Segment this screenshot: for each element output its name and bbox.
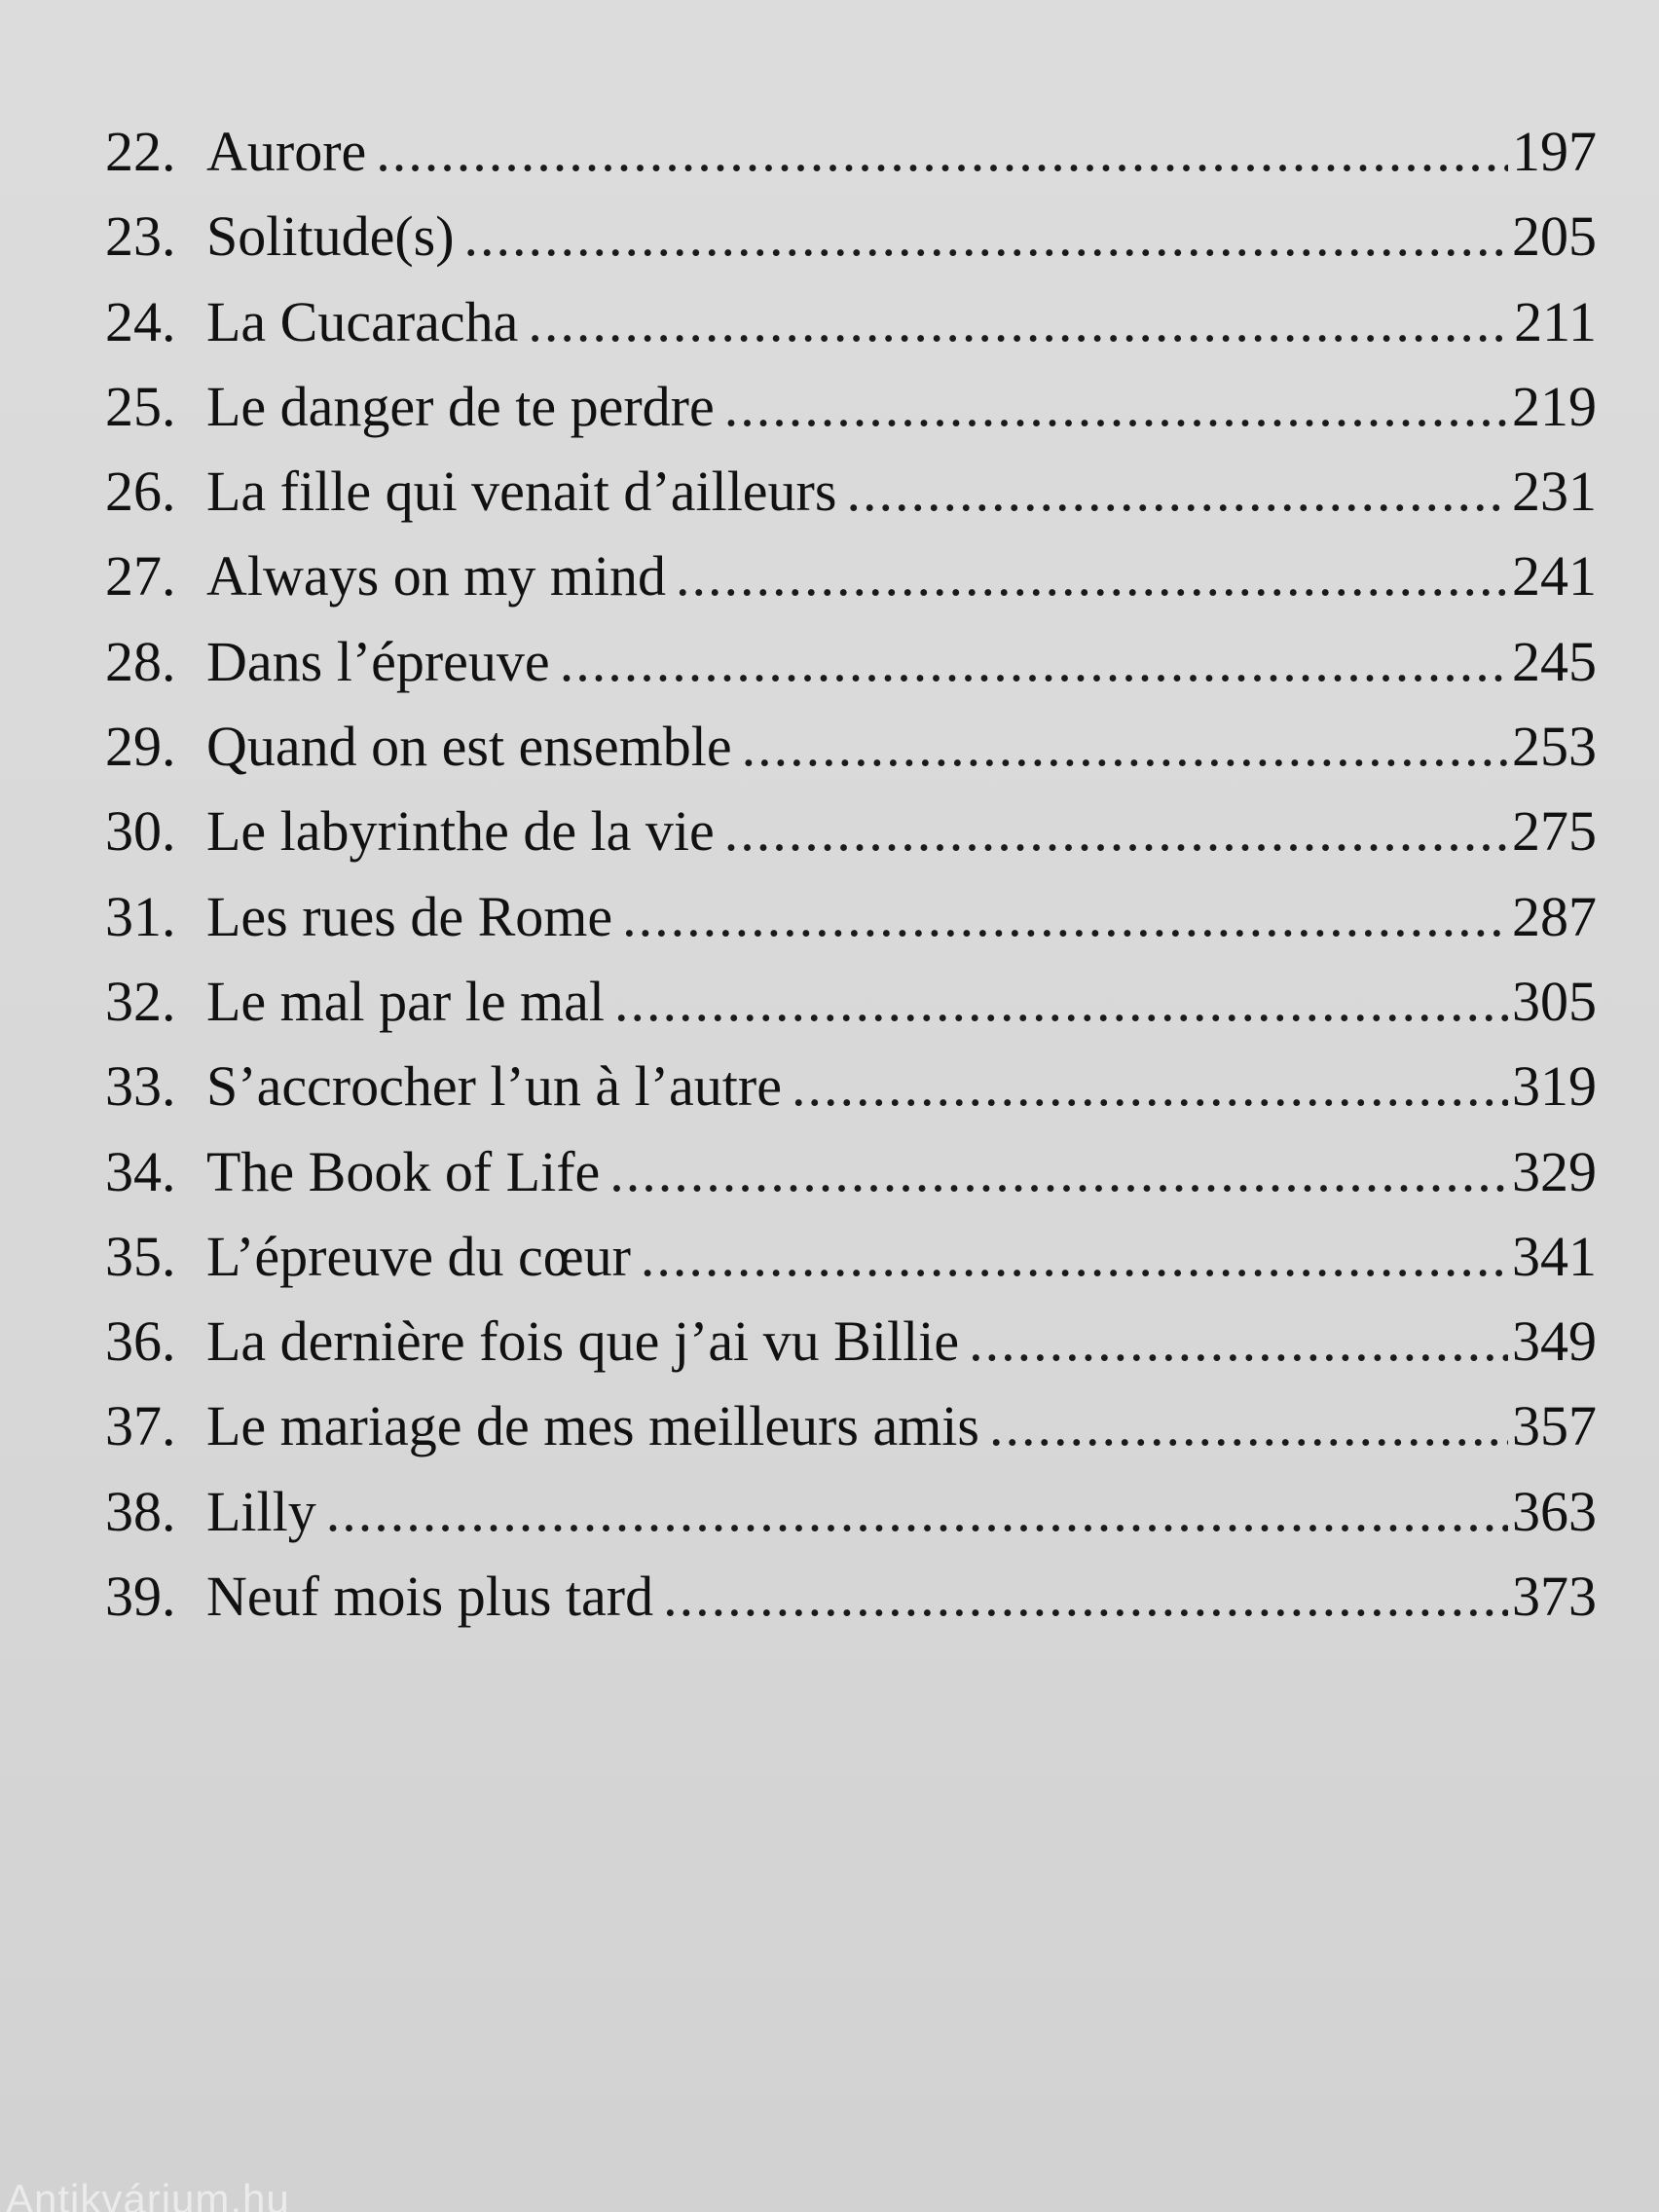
chapter-title: Le danger de te perdre: [206, 374, 715, 438]
chapter-number: 30.: [105, 799, 176, 864]
page-number: 349: [1512, 1309, 1597, 1374]
dot-leader: [614, 959, 1508, 1044]
toc-entry: [105, 194, 1597, 278]
dot-leader: [641, 1214, 1508, 1299]
page-number: 357: [1512, 1394, 1597, 1458]
chapter-number: 28.: [105, 629, 176, 693]
toc-entry: [105, 959, 1597, 1044]
dot-leader: [742, 704, 1508, 789]
dot-leader: [560, 619, 1508, 704]
toc-entry: [105, 1383, 1597, 1468]
toc-entry: [105, 534, 1597, 618]
page-number: 319: [1512, 1054, 1597, 1119]
page-number: 197: [1512, 120, 1597, 183]
chapter-title: Quand on est ensemble: [206, 715, 732, 779]
chapter-number: 23.: [105, 204, 176, 269]
toc-entry: [105, 1044, 1597, 1128]
toc-entry: [105, 1214, 1597, 1299]
chapter-number: 38.: [105, 1479, 176, 1543]
page-number: 241: [1512, 544, 1597, 608]
page-number: 231: [1512, 460, 1597, 524]
chapter-title: Solitude(s): [206, 204, 455, 269]
chapter-number: 34.: [105, 1139, 176, 1203]
chapter-number: 24.: [105, 289, 176, 353]
chapter-number: 26.: [105, 460, 176, 524]
chapter-title: La Cucaracha: [206, 289, 519, 353]
dot-leader: [676, 534, 1508, 618]
toc-entry: [105, 1554, 1597, 1639]
dot-leader: [376, 109, 1508, 194]
dot-leader: [792, 1044, 1508, 1128]
toc-entry: [105, 874, 1597, 959]
chapter-title: Neuf mois plus tard: [206, 1565, 654, 1629]
page-number: 219: [1512, 374, 1597, 438]
dot-leader: [464, 194, 1508, 278]
page-number: 341: [1512, 1224, 1597, 1288]
dot-leader: [989, 1383, 1508, 1468]
toc-entry: [105, 449, 1597, 534]
dot-leader: [724, 364, 1508, 449]
page-number: 275: [1512, 799, 1597, 864]
chapter-title: L’épreuve du cœur: [206, 1224, 631, 1288]
chapter-number: 33.: [105, 1054, 176, 1119]
toc-entry: [105, 1469, 1597, 1554]
dot-leader: [528, 279, 1510, 364]
page-number: 373: [1512, 1565, 1597, 1629]
dot-leader: [846, 449, 1508, 534]
chapter-title: S’accrocher l’un à l’autre: [206, 1054, 782, 1119]
toc-entry: [105, 704, 1597, 789]
toc-entry: [105, 789, 1597, 873]
chapter-title: La fille qui venait d’ailleurs: [206, 460, 837, 524]
page-number: 287: [1512, 884, 1597, 948]
toc-entry: [105, 1299, 1597, 1383]
dot-leader: [724, 789, 1508, 873]
dot-leader: [663, 1554, 1508, 1639]
page-number: 205: [1512, 204, 1597, 269]
chapter-title: Le mariage de mes meilleurs amis: [206, 1394, 979, 1458]
page-number: 253: [1512, 715, 1597, 779]
chapter-number: 22.: [105, 120, 176, 183]
toc-entry: [105, 109, 1597, 194]
show-through-text: [107, 1616, 1567, 2209]
chapter-title: La dernière fois que j’ai vu Billie: [206, 1309, 960, 1374]
chapter-number: 36.: [105, 1309, 176, 1374]
page-number: 305: [1512, 969, 1597, 1033]
toc-entry: [105, 1129, 1597, 1214]
chapter-number: 31.: [105, 884, 176, 948]
chapter-number: 29.: [105, 715, 176, 779]
chapter-number: 37.: [105, 1394, 176, 1458]
chapter-title: Dans l’épreuve: [206, 629, 550, 693]
toc-entry: [105, 364, 1597, 449]
chapter-number: 32.: [105, 969, 176, 1033]
chapter-number: 27.: [105, 544, 176, 608]
chapter-title: Always on my mind: [206, 544, 667, 608]
dot-leader: [622, 874, 1508, 959]
chapter-title: Lilly: [206, 1479, 316, 1543]
chapter-title: Les rues de Rome: [206, 884, 613, 948]
chapter-title: The Book of Life: [206, 1139, 601, 1203]
page-number: 363: [1512, 1479, 1597, 1543]
toc-entry: [105, 279, 1597, 364]
dot-leader: [969, 1299, 1508, 1383]
dot-leader: [609, 1129, 1508, 1214]
page-number: 245: [1512, 629, 1597, 693]
toc-entry: [105, 619, 1597, 704]
watermark: Antikvárium.hu: [6, 2179, 290, 2212]
chapter-title: Aurore: [206, 120, 367, 183]
page-number: 211: [1514, 289, 1597, 353]
chapter-title: Le mal par le mal: [206, 969, 606, 1033]
chapter-number: 35.: [105, 1224, 176, 1288]
chapter-number: 25.: [105, 374, 176, 438]
page-number: 329: [1512, 1139, 1597, 1203]
dot-leader: [326, 1469, 1508, 1554]
table-of-contents: [105, 109, 1597, 1639]
chapter-title: Le labyrinthe de la vie: [206, 799, 715, 864]
chapter-number: 39.: [105, 1565, 176, 1629]
